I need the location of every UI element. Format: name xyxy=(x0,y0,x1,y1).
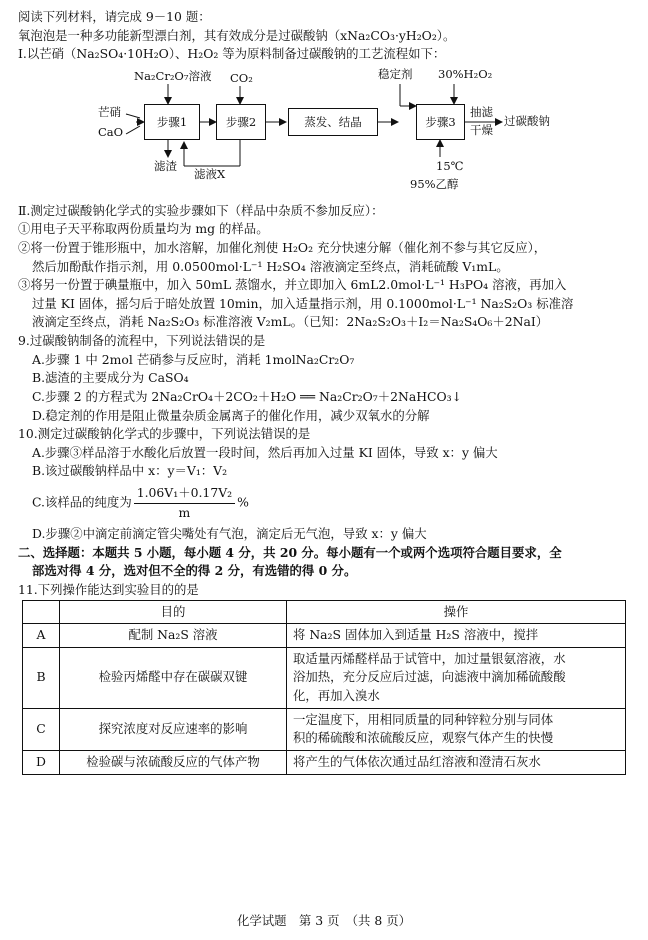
product-label: 过碳酸钠 xyxy=(504,113,550,128)
q10-option-a: A.步骤③样品溶于水酸化后放置一段时间，然后再加入过量 KI 固体，导致 x：y 偏大 xyxy=(32,444,498,460)
table-row xyxy=(23,750,626,774)
operation-line: 化，再加入溴水 xyxy=(293,688,380,704)
row-goal: 检验碳与浓硫酸反应的气体产物 xyxy=(60,750,287,774)
part2-step1: ①用电子天平称取两份质量均为 mg 的样品。 xyxy=(18,221,269,237)
part2-step3-a: ③将另一份置于碘量瓶中，加入 50mL 蒸馏水，并立即加入 6mL2.0mol·L⁻¹ H₃PO₄ 溶液，再加入 xyxy=(18,277,567,293)
row-option: A xyxy=(23,624,60,648)
q9-option-b: B.滤渣的主要成分为 CaSO₄ xyxy=(32,370,189,386)
stabilizer-label: 稳定剂 xyxy=(378,66,413,81)
page-footer: 化学试题 第 3 页 （共 8 页） xyxy=(236,913,411,928)
row-goal: 探究浓度对反应速率的影响 xyxy=(60,708,287,750)
process-flow-diagram xyxy=(18,64,630,202)
intro-line-3: Ⅰ.以芒硝（Na₂SO₄·10H₂O）、H₂O₂ 等为原料制备过碳酸钠的工艺流程如下： xyxy=(18,46,446,62)
input-cao: CaO xyxy=(98,124,124,139)
section2-instructions-1: 二、选择题：本题共 5 小题，每小题 4 分，共 20 分。每小题有一个或两个选项符合题目要求，全 xyxy=(18,544,562,560)
intro-line-1: 阅读下列材料，请完成 9－10 题： xyxy=(18,9,211,24)
q9-option-a: A.步骤 1 中 2mol 芒硝参与反应时，消耗 1molNa₂Cr₂O₇ xyxy=(32,351,355,367)
row-operation xyxy=(287,624,626,648)
purity-fraction xyxy=(134,484,235,522)
header-option xyxy=(23,600,60,624)
q9-option-c: C.步骤 2 的方程式为 2Na₂CrO₄＋2CO₂＋H₂O ══ Na₂Cr₂O₇＋2NaHCO₃↓ xyxy=(32,388,463,404)
percent-sign: % xyxy=(237,494,249,510)
q11-options-table xyxy=(22,600,626,775)
q10-stem: 10.测定过碳酸钠化学式的步骤中，下列说法错误的是 xyxy=(18,426,311,442)
residue-label: 滤渣 xyxy=(154,158,177,173)
operation-line: 将产生的气体依次通过品红溶液和澄清石灰水 xyxy=(293,753,541,769)
q10-option-b: B.该过碳酸钠样品中 x：y＝V₁：V₂ xyxy=(32,463,228,479)
row-option: B xyxy=(23,647,60,708)
row-operation xyxy=(287,647,626,708)
table-row xyxy=(23,624,626,648)
table-row xyxy=(23,708,626,750)
operation-line: 积的稀硫酸和浓硫酸反应，观察气体产生的快慢 xyxy=(293,730,554,746)
temperature-label: 15℃ xyxy=(436,158,464,173)
evaporation-box: 蒸发、结晶 xyxy=(288,108,378,136)
row-goal: 配制 Na₂S 溶液 xyxy=(60,624,287,648)
input-mirabilite: 芒硝 xyxy=(98,104,121,119)
operation-line: 一定温度下，用相同质量的同种锌粒分别与同体 xyxy=(293,711,554,727)
q9-stem: 9.过碳酸钠制备的流程中，下列说法错误的是 xyxy=(18,333,266,349)
q11-stem: 11.下列操作能达到实验目的的是 xyxy=(18,582,199,598)
q9-option-d: D.稳定剂的作用是阻止微量杂质金属离子的催化作用，减少双氧水的分解 xyxy=(32,407,430,423)
part2-title: Ⅱ.测定过碳酸钠化学式的实验步骤如下（样品中杂质不参加反应）： xyxy=(18,202,384,218)
operation-line: 浴加热，充分反应后过滤，向滤液中滴加稀硫酸酸 xyxy=(293,669,566,685)
reagent-na2cr2o7: Na₂Cr₂O₇溶液 xyxy=(134,68,212,83)
part2-step2-b: 然后加酚酞作指示剂，用 0.0500mol·L⁻¹ H₂SO₄ 溶液滴定至终点，消耗硫酸 V₁mL。 xyxy=(32,258,509,274)
row-operation xyxy=(287,708,626,750)
q10-option-d: D.步骤②中滴定前滴定管尖嘴处有气泡，滴定后无气泡，导致 x：y 偏大 xyxy=(32,526,427,542)
operation-line: 将 Na₂S 固体加入到适量 H₂S 溶液中，搅拌 xyxy=(293,627,539,643)
ethanol-label: 95%乙醇 xyxy=(410,176,459,191)
drying-label: 干燥 xyxy=(470,122,493,137)
header-operation: 操作 xyxy=(287,600,626,624)
row-option: D xyxy=(23,750,60,774)
table-header-row xyxy=(23,600,626,624)
suction-filter-label: 抽滤 xyxy=(470,104,493,119)
row-goal: 检验丙烯醛中存在碳碳双键 xyxy=(60,647,287,708)
step3-box: 步骤3 xyxy=(416,104,465,140)
row-operation xyxy=(287,750,626,774)
q10-option-c-prefix: C.该样品的纯度为 xyxy=(32,494,132,510)
row-option: C xyxy=(23,708,60,750)
table-row xyxy=(23,647,626,708)
h2o2-label: 30%H₂O₂ xyxy=(438,66,493,81)
part2-step3-c: 液滴定至终点，消耗 Na₂S₂O₃ 标准溶液 V₂mL。（已知：2Na₂S₂O₃＋I₂＝Na₂S₄O₆＋2NaI） xyxy=(32,314,549,330)
step2-box: 步骤2 xyxy=(216,104,266,140)
reagent-co2: CO₂ xyxy=(230,70,253,85)
part2-step3-b: 过量 KI 固体，摇匀后于暗处放置 10min，加入适量指示剂，用 0.1000mol·L⁻¹ Na₂S₂O₃ 标准溶 xyxy=(32,295,574,311)
filtrate-x-label: 滤液X xyxy=(194,166,226,181)
header-goal: 目的 xyxy=(60,600,287,624)
intro-line-2: 氧泡泡是一种多功能新型漂白剂，其有效成分是过碳酸钠（xNa₂CO₃·yH₂O₂）。 xyxy=(18,27,456,43)
operation-line: 取适量丙烯醛样品于试管中，加过量银氨溶液，水 xyxy=(293,650,566,666)
fraction-denominator: m xyxy=(178,504,191,520)
q10-option-c xyxy=(18,484,630,522)
part2-step2-a: ②将一份置于锥形瓶中，加水溶解，加催化剂使 H₂O₂ 充分快速分解（催化剂不参与其它反应）， xyxy=(18,240,547,256)
step1-box: 步骤1 xyxy=(144,104,200,140)
section2-instructions-2: 部选对得 4 分，选对但不全的得 2 分，有选错的得 0 分。 xyxy=(32,563,357,579)
fraction-numerator: 1.06V₁＋0.17V₂ xyxy=(134,484,235,504)
